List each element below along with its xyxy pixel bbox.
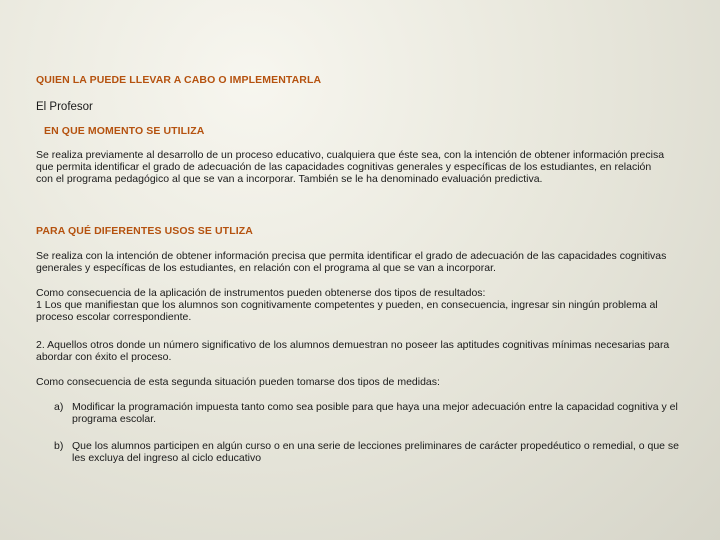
who-answer: El Profesor	[36, 101, 93, 113]
measures-intro: Como consecuencia de esta segunda situación pueden tomarse dos tipos de medidas:	[36, 376, 440, 388]
result-1: 1 Los que manifiestan que los alumnos son cognitivamente competentes y pueden, en consecuencia, ingresar sin ningún problema al proceso escolar correspondiente.	[36, 299, 658, 323]
list-marker: a)	[54, 401, 64, 413]
measure-text: Modificar la programación impuesta tanto como sea posible para que haya una mejor adecuación entre la capacidad cognitiva y el programa escolar.	[72, 401, 678, 425]
heading-when: EN QUE MOMENTO SE UTILIZA	[44, 125, 205, 137]
heading-uses: PARA QUÉ DIFERENTES USOS SE UTLIZA	[36, 225, 253, 237]
uses-paragraph: Se realiza con la intención de obtener información precisa que permita identificar el grado de adecuación de las capacidades cognitivas generales y específicas de los estudiantes, en relación con el programa al que se van a incorporar.	[36, 250, 667, 274]
list-marker: b)	[54, 440, 64, 452]
measure-text: Que los alumnos participen en algún curso o en una serie de lecciones preliminares de carácter propedéutico o remedial, o que se les excluya del ingreso al ciclo educativo	[72, 440, 680, 464]
heading-who: QUIEN LA PUEDE LLEVAR A CABO O IMPLEMENTARLA	[36, 74, 322, 86]
result-2: 2. Aquellos otros donde un número significativo de los alumnos demuestran no poseer las aptitudes cognitivas mínimas necesarias para abordar con éxito el proceso.	[36, 339, 670, 363]
when-paragraph: Se realiza previamente al desarrollo de un proceso educativo, cualquiera que éste sea, con la intención de obtener información precisa que permita identificar el grado de adecuación de las capacidades cognitivas generales y específicas de los estudiantes, en relación con el programa pedagógico al que se van a incorporar. También se le ha denominado evaluación predictiva.	[36, 149, 665, 185]
results-intro: Como consecuencia de la aplicación de instrumentos pueden obtenerse dos tipos de resultados:	[36, 287, 486, 299]
